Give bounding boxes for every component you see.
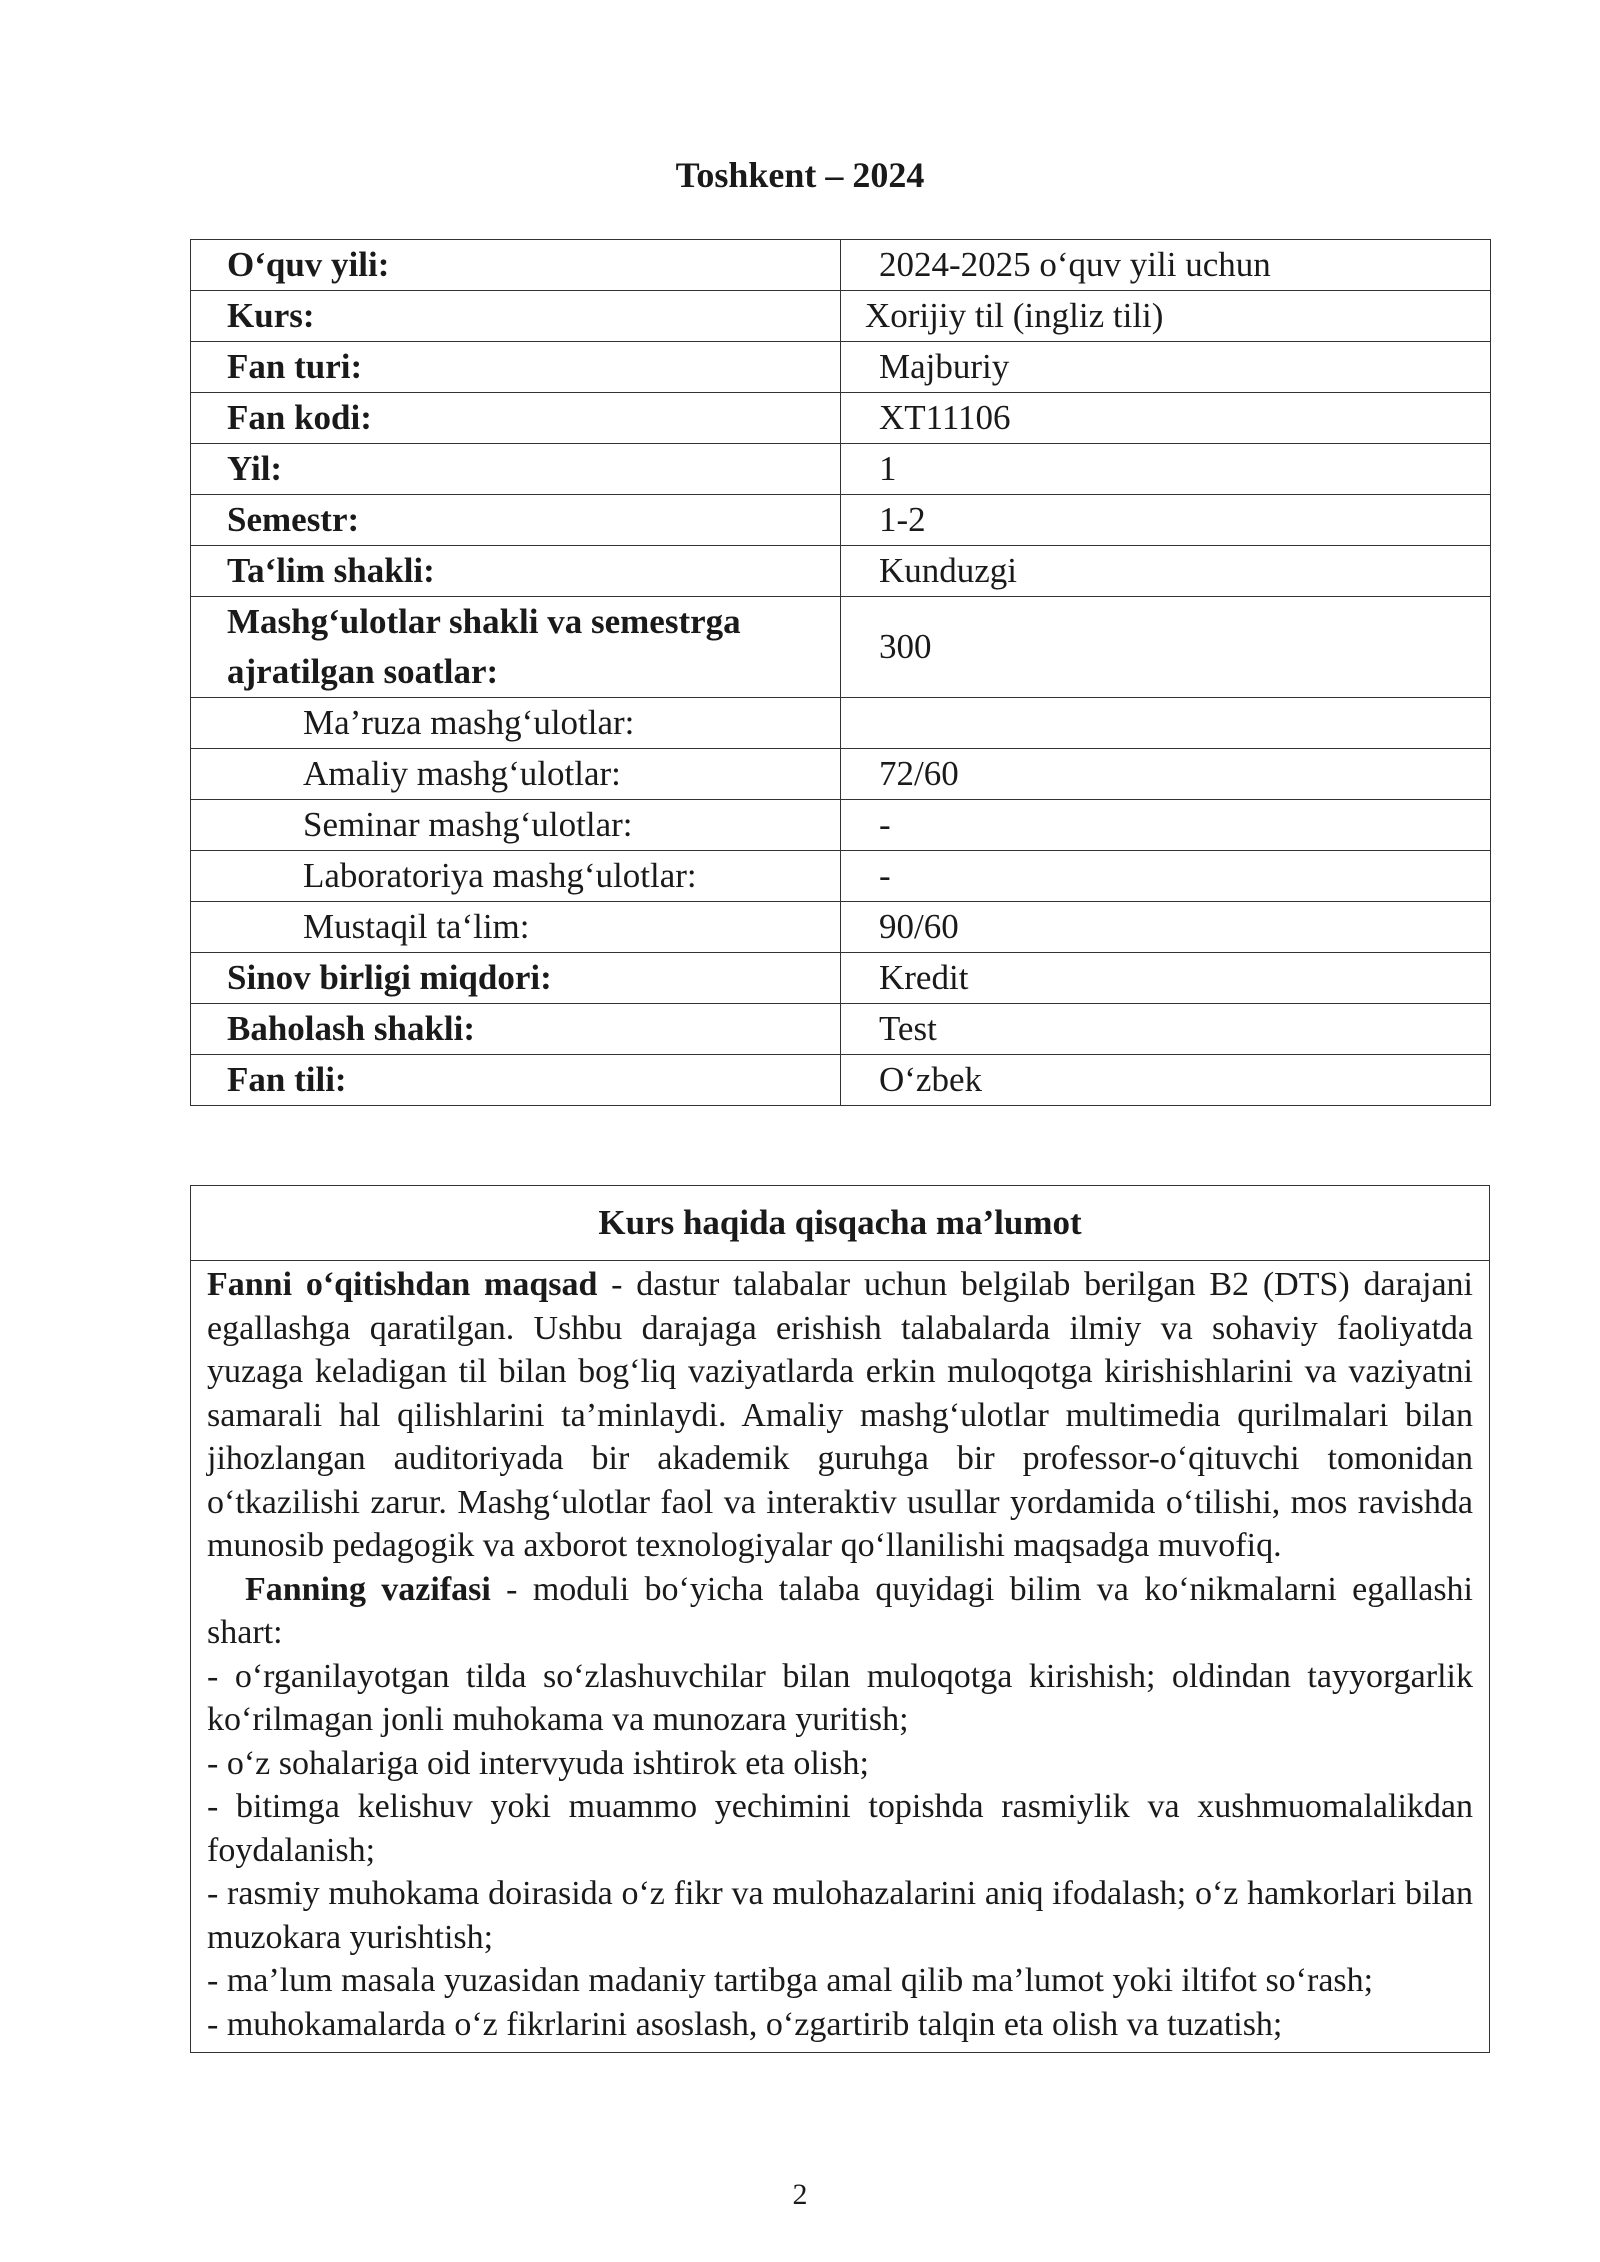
- row-label-practicals: Amaliy mashg‘ulotlar:: [191, 749, 841, 800]
- summary-heading: Kurs haqida qisqacha ma’lumot: [191, 1186, 1489, 1261]
- row-label-subject-type: Fan turi:: [191, 342, 841, 393]
- row-value-credit-units: Kredit: [841, 953, 1491, 1004]
- row-label-study-form: Ta‘lim shakli:: [191, 546, 841, 597]
- row-label-assessment-form: Baholash shakli:: [191, 1004, 841, 1055]
- task-paragraph: [207, 1568, 1473, 1655]
- row-label-credit-units: Sinov birligi miqdori:: [191, 953, 841, 1004]
- table-row: [191, 342, 1491, 393]
- table-row: [191, 240, 1491, 291]
- table-row: [191, 953, 1491, 1004]
- table-row: [191, 597, 1491, 698]
- list-item: - ma’lum masala yuzasidan madaniy tartibga amal qilib ma’lumot yoki iltifot so‘rash;: [207, 1962, 1374, 1999]
- row-label-lectures: Ma’ruza mashg‘ulotlar:: [191, 698, 841, 749]
- row-label-course: Kurs:: [191, 291, 841, 342]
- row-label-year: Yil:: [191, 444, 841, 495]
- row-label-language: Fan tili:: [191, 1055, 841, 1106]
- table-row: [191, 749, 1491, 800]
- list-item: - o‘z sohalariga oid intervyuda ishtirok eta olish;: [207, 1744, 869, 1782]
- goal-text: - dastur talabalar uchun belgilab berilgan B2 (DTS) darajani egallashga qaratilgan. Ushbu darajaga erishish talabalarda ilmiy va sohaviy faoliyatda yuzaga keladigan til bilan bog‘liq vaziyatlarda erkin muloqotga kirishishlarini va vaziyatni samarali hal qilishlarini ta’minlaydi. Amaliy mashg‘ulotlar multimedia qurilmalari bilan jihozlangan auditoriyada bir akademik guruhga bir professor-o‘qituvchi tomonidan o‘tkazilishi zarur. Mashg‘ulotlar faol va interaktiv usullar yordamida o‘tilishi, mos ravishda munosib pedagogik va axborot texnologiyalar qo‘llanilishi maqsadga muvofiq.: [207, 1266, 1473, 1564]
- row-label-labs: Laboratoriya mashg‘ulotlar:: [191, 851, 841, 902]
- table-row: [191, 495, 1491, 546]
- list-item: - rasmiy muhokama doirasida o‘z fikr va mulohazalarini aniq ifodalash; o‘z hamkorlari bilan muzokara yurishtish;: [207, 1875, 1473, 1956]
- goal-term: Fanni o‘qitishdan maqsad: [207, 1266, 598, 1303]
- row-value-study-form: Kunduzgi: [841, 546, 1491, 597]
- row-value-labs: -: [841, 851, 1491, 902]
- table-row: [191, 1055, 1491, 1106]
- row-value-semester: 1-2: [841, 495, 1491, 546]
- row-value-total-hours: 300: [841, 597, 1491, 698]
- row-value-year: 1: [841, 444, 1491, 495]
- table-row: [191, 1004, 1491, 1055]
- row-value-language: O‘zbek: [841, 1055, 1491, 1106]
- table-row: [191, 393, 1491, 444]
- row-label-independent-study: Mustaqil ta‘lim:: [191, 902, 841, 953]
- list-item: - bitimga kelishuv yoki muammo yechimini topishda rasmiylik va xushmuomalalikdan foydalanish;: [207, 1788, 1473, 1869]
- table-row: [191, 902, 1491, 953]
- course-summary-box: [190, 1185, 1490, 2053]
- row-label-total-hours: Mashg‘ulotlar shakli va semestrga ajratilgan soatlar:: [191, 597, 841, 698]
- page-number: 2: [792, 2178, 808, 2211]
- row-value-seminars: -: [841, 800, 1491, 851]
- table-row: [191, 800, 1491, 851]
- row-value-subject-type: Majburiy: [841, 342, 1491, 393]
- row-label-seminars: Seminar mashg‘ulotlar:: [191, 800, 841, 851]
- row-label-semester: Semestr:: [191, 495, 841, 546]
- summary-body: [191, 1261, 1489, 2052]
- table-row: [191, 444, 1491, 495]
- row-value-subject-code: XT11106: [841, 393, 1491, 444]
- task-text: - moduli bo‘yicha talaba quyidagi bilim va ko‘nikmalarni egallashi shart:: [207, 1570, 1473, 1651]
- task-term: Fanning vazifasi: [245, 1570, 491, 1608]
- table-row: [191, 698, 1491, 749]
- page-title: Toshkent – 2024: [675, 155, 925, 195]
- row-label-academic-year: O‘quv yili:: [191, 240, 841, 291]
- goal-paragraph: [207, 1263, 1473, 1568]
- row-value-academic-year: 2024-2025 o‘quv yili uchun: [841, 240, 1491, 291]
- row-value-practicals: 72/60: [841, 749, 1491, 800]
- row-value-assessment-form: Test: [841, 1004, 1491, 1055]
- list-item: - o‘rganilayotgan tilda so‘zlashuvchilar bilan muloqotga kirishish; oldindan tayyorgarlik ko‘rilmagan jonli muhokama va munozara yuritish;: [207, 1657, 1473, 1738]
- row-value-lectures: [841, 698, 1491, 749]
- table-row: [191, 291, 1491, 342]
- row-value-independent-study: 90/60: [841, 902, 1491, 953]
- row-value-course: Xorijiy til (ingliz tili): [841, 291, 1491, 342]
- row-label-subject-code: Fan kodi:: [191, 393, 841, 444]
- table-row: [191, 546, 1491, 597]
- course-info-table: [190, 239, 1491, 1106]
- table-row: [191, 851, 1491, 902]
- list-item: - muhokamalarda o‘z fikrlarini asoslash, o‘zgartirib talqin eta olish va tuzatish;: [207, 2005, 1283, 2043]
